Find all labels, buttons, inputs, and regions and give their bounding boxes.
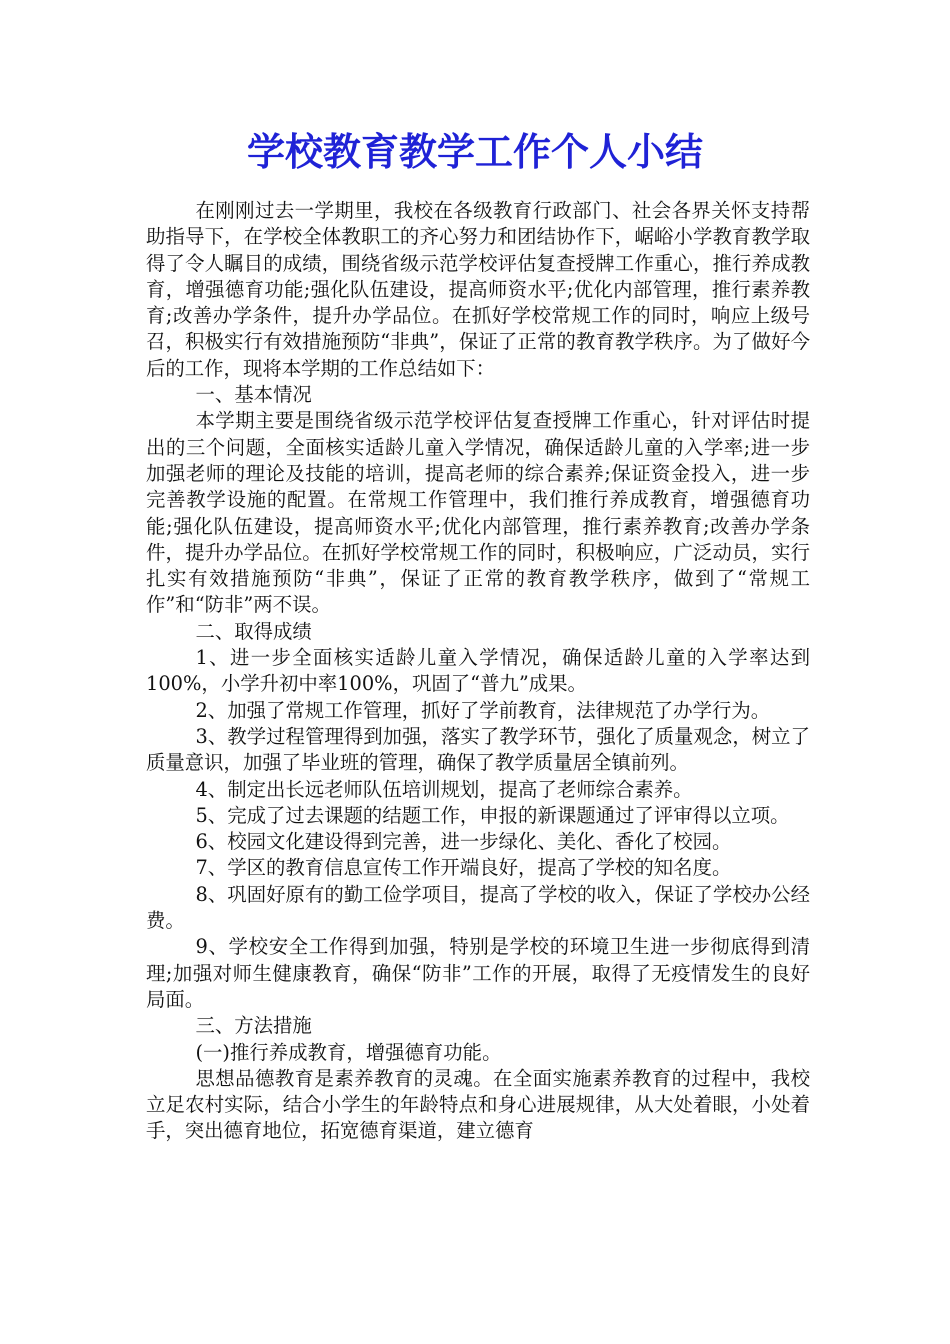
achievement-item-9: 9、学校安全工作得到加强，特别是学校的环境卫生进一步彻底得到清理;加强对师生健康教育，确保“防非”工作的开展，取得了无疫情发生的良好局面。: [146, 935, 810, 1011]
achievement-item-8: 8、巩固好原有的勤工俭学项目，提高了学校的收入，保证了学校办公经费。: [146, 882, 810, 933]
section-heading-basic: 一、基本情况: [195, 383, 312, 407]
section-heading-measures: 三、方法措施: [195, 1014, 312, 1038]
basic-situation-paragraph: 本学期主要是围绕省级示范学校评估复查授牌工作重心，针对评估时提出的三个问题，全面核实适龄儿童入学情况，确保适龄儿童的入学率;进一步加强老师的理论及技能的培训，提高老师的综合素养;保证资金投入，进一步完善教学设施的配置。在常规工作管理中，我们推行养成教育，增强德育功能;强化队伍建设，提高师资水平;优化内部管理，推行素养教育;改善办学条件，提升办学品位。在抓好学校常规工作的同时，积极响应，广泛动员，实行扎实有效措施预防“非典”，保证了正常的教育教学秩序，做到了“常规工作”和“防非”两不误。: [146, 409, 810, 617]
achievement-item-6: 6、校园文化建设得到完善，进一步绿化、美化、香化了校园。: [195, 830, 732, 854]
document-title: 学校教育教学工作个人小结: [246, 129, 703, 174]
achievement-item-3: 3、教学过程管理得到加强，落实了教学环节，强化了质量观念，树立了质量意识，加强了毕业班的管理，确保了教学质量居全镇前列。: [146, 724, 810, 775]
subsection-heading-moral-education: (一)推行养成教育，增强德育功能。: [195, 1040, 502, 1064]
achievement-item-2: 2、加强了常规工作管理，抓好了学前教育，法律规范了办学行为。: [195, 698, 771, 722]
achievement-item-5: 5、完成了过去课题的结题工作，申报的新课题通过了评审得以立项。: [195, 803, 790, 827]
section-heading-achievements: 二、取得成绩: [195, 619, 312, 643]
intro-paragraph: 在刚刚过去一学期里，我校在各级教育行政部门、社会各界关怀支持帮助指导下，在学校全体教职工的齐心努力和团结协作下，崌峪小学教育教学取得了令人瞩目的成绩，围绕省级示范学校评估复查授牌工作重心，推行养成教育，增强德育功能;强化队伍建设，提高师资水平;优化内部管理，推行素养教育;改善办学条件，提升办学品位。在抓好学校常规工作的同时，响应上级号召，积极实行有效措施预防“非典”，保证了正常的教育教学秩序。为了做好今后的工作，现将本学期的工作总结如下：: [146, 199, 810, 380]
achievement-item-7: 7、学区的教育信息宣传工作开端良好，提高了学校的知名度。: [195, 856, 732, 880]
moral-education-paragraph: 思想品德教育是素养教育的灵魂。在全面实施素养教育的过程中，我校立足农村实际，结合小学生的年龄特点和身心进展规律，从大处着眼，小处着手，突出德育地位，拓宽德育渠道，建立德育: [146, 1066, 810, 1143]
achievement-item-4: 4、制定出长远老师队伍培训规划，提高了老师综合素养。: [195, 777, 693, 801]
document-body: [146, 198, 810, 1145]
achievement-item-1: 1、进一步全面核实适龄儿童入学情况，确保适龄儿童的入学率达到100%，小学升初中率100%，巩固了“普九”成果。: [146, 646, 810, 696]
